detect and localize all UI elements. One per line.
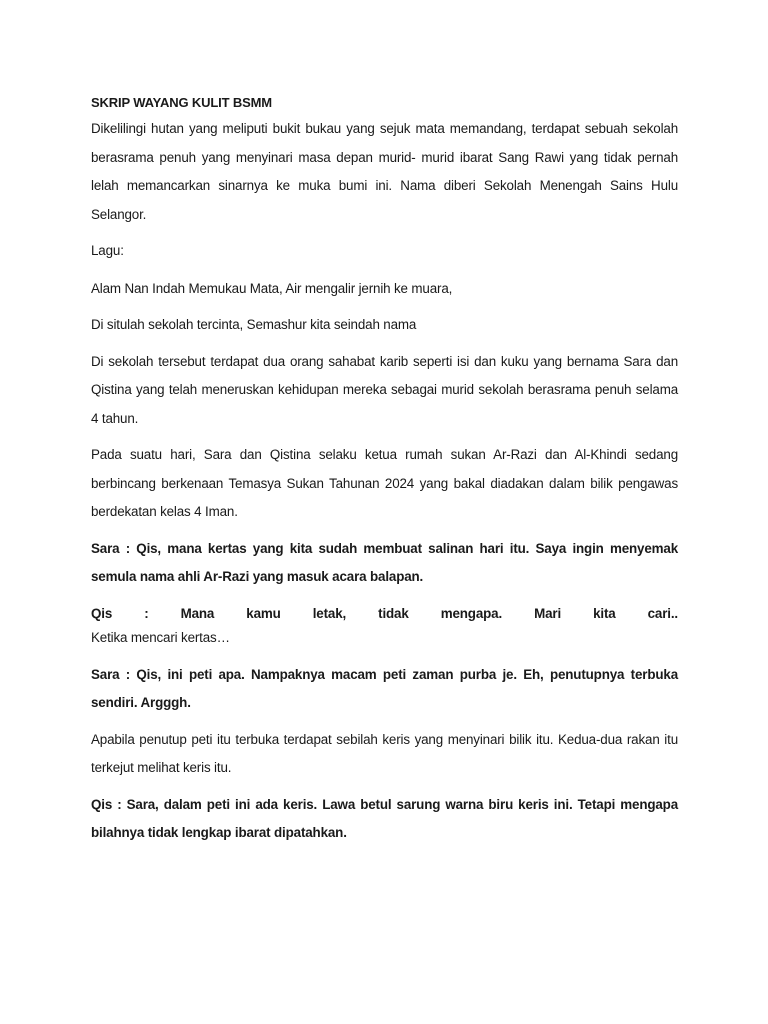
intro-paragraph: Dikelilingi hutan yang meliputi bukit bukau yang sejuk mata memandang, terdapat sebuah sekolah berasrama penuh yang menyinari masa depan murid- murid ibarat Sang Rawi yang tidak pernah lelah memancarkan sinarnya ke muka bumi ini. Nama diberi Sekolah Menengah Sains Hulu Selangor. — [91, 121, 678, 222]
stage-direction: Ketika mencari kertas… — [91, 630, 230, 645]
song-line: Di situlah sekolah tercinta, Semashur kita seindah nama — [91, 317, 417, 332]
narration-paragraph: Pada suatu hari, Sara dan Qistina selaku ketua rumah sukan Ar-Razi dan Al-Khindi sedang berbincang berkenaan Temasya Sukan Tahunan 2024 yang bakal diadakan dalam bilik pengawas berdekatan kelas 4 Iman. — [91, 447, 678, 519]
narration-paragraph: Apabila penutup peti itu terbuka terdapat sebilah keris yang menyinari bilik itu. Kedua-dua rakan itu terkejut melihat keris itu. — [91, 731, 678, 775]
document-title: SKRIP WAYANG KULIT BSMM — [91, 95, 272, 110]
narration-paragraph: Di sekolah tersebut terdapat dua orang sahabat karib seperti isi dan kuku yang bernama Sara dan Qistina yang telah meneruskan kehidupan mereka sebagai murid sekolah berasrama penuh selama 4 tahun. — [91, 353, 678, 426]
song-label: Lagu: — [91, 243, 124, 258]
dialogue-qis: Qis : Mana kamu letak, tidak mengapa. Mari kita cari.. — [91, 605, 678, 621]
dialogue-sara: Sara : Qis, mana kertas yang kita sudah membuat salinan hari itu. Saya ingin menyemak semula nama ahli Ar-Razi yang masuk acara balapan. — [91, 540, 678, 584]
document-body — [91, 93, 678, 856]
dialogue-sara: Sara : Qis, ini peti apa. Nampaknya macam peti zaman purba je. Eh, penutupnya terbuka sendiri. Argggh. — [91, 666, 678, 710]
dialogue-qis: Qis : Sara, dalam peti ini ada keris. Lawa betul sarung warna biru keris ini. Tetapi mengapa bilahnya tidak lengkap ibarat dipatahkan. — [91, 796, 678, 840]
song-line: Alam Nan Indah Memukau Mata, Air mengalir jernih ke muara, — [91, 280, 453, 296]
